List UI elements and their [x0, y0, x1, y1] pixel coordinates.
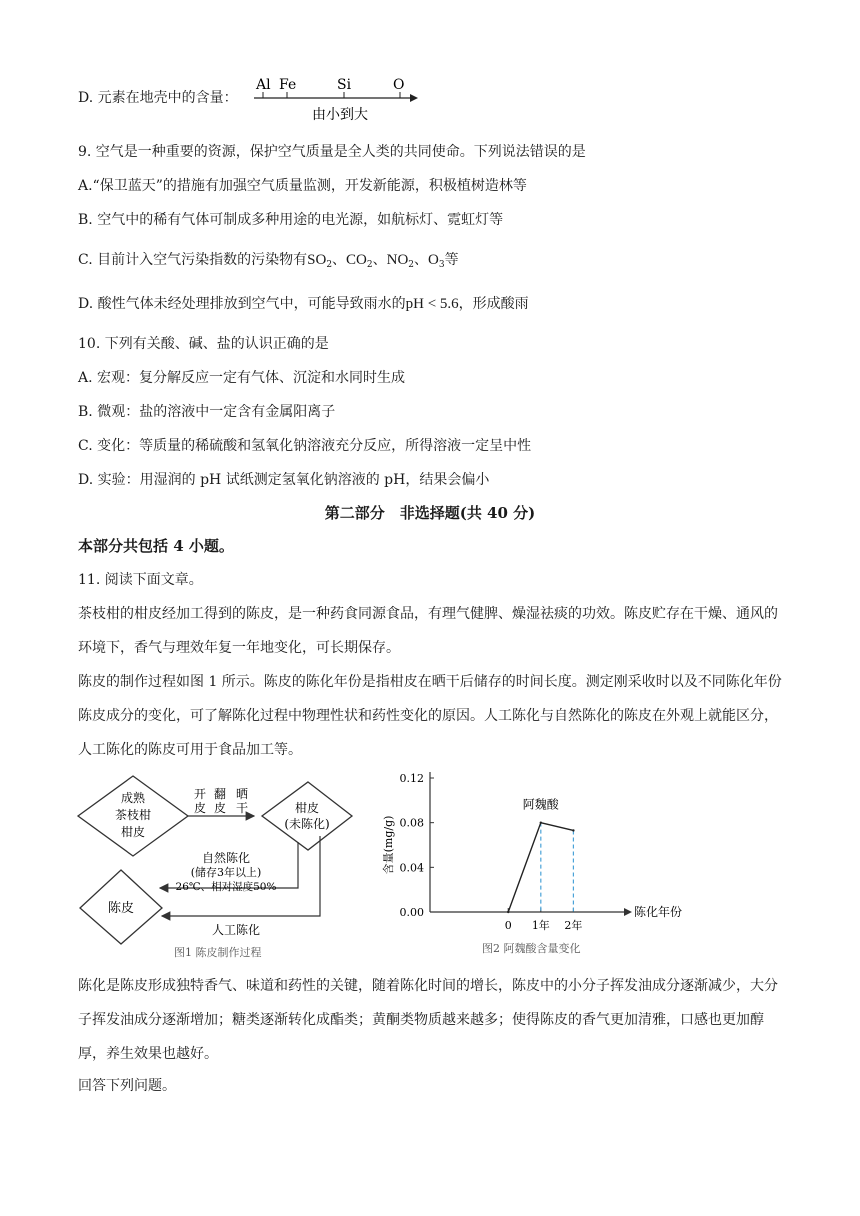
- formula-so2: SO: [307, 252, 327, 268]
- part2-heading: 第二部分 非选择题(共 40 分): [324, 504, 536, 522]
- formula-sub: 3: [438, 260, 445, 270]
- separator: 、: [332, 252, 347, 268]
- step-label-kai: 开: [194, 787, 207, 801]
- step-label-shai: 晒: [236, 787, 249, 801]
- formula-sub: 2: [366, 260, 373, 270]
- q8-element-axis: [250, 72, 430, 124]
- step-label-fan: 翻: [214, 787, 227, 801]
- figure-1-caption: 图1 陈皮制作过程: [174, 946, 262, 959]
- q9-option-d-suffix: ，形成酸雨: [458, 296, 529, 312]
- step-label-pi-1: 皮: [194, 801, 207, 815]
- q10-option-d: D. 实验：用湿润的 pH 试纸测定氢氧化钠溶液的 pH，结果会偏小: [78, 472, 490, 488]
- figure-2-caption: 图2 阿魏酸含量变化: [482, 942, 581, 955]
- q9-option-c: [78, 250, 459, 275]
- node-mid-line-1: 柑皮: [294, 801, 320, 815]
- node-mid-diamond: [262, 782, 352, 850]
- formula-sub: 2: [408, 260, 415, 270]
- artificial-aging-label: 人工陈化: [211, 923, 261, 937]
- q11-closing: 回答下列问题。: [78, 1078, 176, 1094]
- q8-option-d: [78, 88, 238, 108]
- x-axis-arrowhead: [624, 908, 632, 916]
- q10-option-c: C. 变化：等质量的稀硫酸和氢氧化钠溶液充分反应，所得溶液一定呈中性: [78, 438, 532, 454]
- axis-caption: 由小到大: [312, 107, 368, 123]
- part2-intro: 本部分共包括 4 小题。: [78, 537, 234, 555]
- q9-option-d-prefix: D. 酸性气体未经处理排放到空气中，可能导致雨水的: [78, 296, 406, 312]
- node-start-line-3: 柑皮: [120, 825, 146, 839]
- step-label-gan: 干: [236, 801, 249, 815]
- y-tick-label: 0.04: [399, 861, 424, 875]
- q9-option-c-suffix: 等: [444, 252, 459, 268]
- y-tick-label: 0.08: [399, 816, 424, 830]
- q9-stem: 9. 空气是一种重要的资源，保护空气质量是全人类的共同使命。下列说法错误的是: [78, 144, 586, 160]
- node-mid-line-2: (未陈化): [284, 817, 330, 831]
- natural-aging-line-1: 自然陈化: [201, 851, 251, 865]
- y-tick-label: 0.00: [399, 906, 424, 919]
- formula-co2: CO: [346, 252, 367, 268]
- q10-option-b: B. 微观：盐的溶液中一定含有金属阳离子: [78, 404, 336, 420]
- formula-no2: NO: [386, 252, 409, 268]
- separator: 、: [414, 252, 429, 268]
- x-tick-label: 0: [504, 919, 512, 932]
- q9-option-d: [78, 294, 529, 314]
- node-end-label: 陈皮: [107, 901, 135, 916]
- q11-paragraph-3: 陈化是陈皮形成独特香气、味道和药性的关键，随着陈化时间的增长，陈皮中的小分子挥发油成分逐渐减少，大分子挥发油成分逐渐增加；糖类逐渐转化成酯类；黄酮类物质越来越多；使得陈皮的香气更加清雅，口感也更加醇厚，养生效果也越好。: [78, 978, 778, 1062]
- q11-stem: 11. 阅读下面文章。: [78, 572, 203, 588]
- figure-2-line-chart: [378, 762, 694, 962]
- formula-sub: 2: [326, 260, 333, 270]
- node-start-line-2: 茶枝柑: [114, 808, 152, 822]
- q9-option-c-prefix: C. 目前计入空气污染指数的污染物有: [78, 252, 308, 268]
- y-axis-title: 含量(mg/g): [382, 815, 395, 875]
- axis-element-al: Al: [256, 77, 271, 93]
- q10-stem: 10. 下列有关酸、碱、盐的认识正确的是: [78, 336, 329, 352]
- node-start-line-1: 成熟: [120, 791, 146, 805]
- axis-element-fe: Fe: [279, 77, 297, 93]
- q10-option-a: A. 宏观：复分解反应一定有气体、沉淀和水同时生成: [78, 370, 406, 386]
- x-axis-title: 陈化年份: [634, 905, 683, 919]
- series-label-ferulic-acid: 阿魏酸: [522, 797, 559, 812]
- y-tick-label: 0.12: [399, 772, 424, 785]
- q9-option-a: A.“保卫蓝天”的措施有加强空气质量监测，开发新能源，积极植树造林等: [78, 178, 527, 194]
- ph-formula: pH < 5.6: [405, 296, 459, 312]
- series-point: [540, 821, 542, 823]
- step-label-pi-2: 皮: [214, 801, 227, 815]
- separator: 、: [372, 252, 387, 268]
- x-tick-label: 1年: [531, 919, 550, 932]
- formula-o3: O: [428, 252, 439, 268]
- x-tick-label: 2年: [564, 919, 583, 932]
- axis-element-o: O: [393, 77, 405, 93]
- natural-aging-line-2: (储存3年以上): [190, 866, 262, 879]
- natural-aging-line-3: 26℃、相对湿度50%: [175, 881, 277, 893]
- series-point: [572, 829, 574, 831]
- figure-1-process-diagram: [76, 768, 366, 964]
- q9-option-b: B. 空气中的稀有气体可制成多种用途的电光源，如航标灯、霓虹灯等: [78, 212, 504, 228]
- q11-paragraph-2: 陈皮的制作过程如图 1 所示。陈皮的陈化年份是指柑皮在晒干后储存的时间长度。测定刚采收时以及不同陈化年份陈皮成分的变化，可了解陈化过程中物理性状和药性变化的原因。人工陈化与自然陈化的陈皮在外观上就能区分，人工陈化的陈皮可用于食品加工等。: [78, 674, 782, 758]
- q11-paragraph-1: 茶枝柑的柑皮经加工得到的陈皮，是一种药食同源食品，有理气健脾、燥湿祛痰的功效。陈皮贮存在干燥、通风的环境下，香气与理效年复一年地变化，可长期保存。: [78, 606, 778, 656]
- series-point: [507, 911, 509, 913]
- q8-option-d-label: D. 元素在地壳中的含量：: [78, 90, 238, 106]
- axis-element-si: Si: [337, 77, 352, 93]
